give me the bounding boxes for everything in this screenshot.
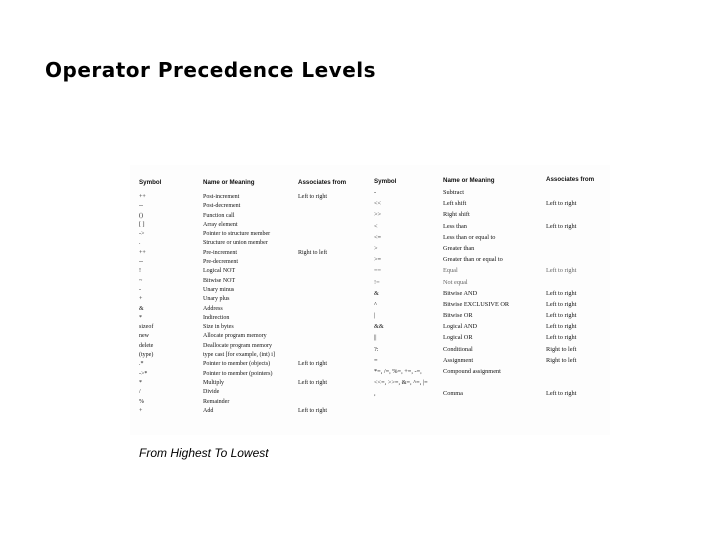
right-assoc-cell: Left to right xyxy=(546,222,577,230)
left-name-cell: Unary minus xyxy=(203,286,235,293)
right-assoc-cell xyxy=(546,232,608,243)
slide-title: Operator Precedence Levels xyxy=(45,58,377,82)
right-symbol-cell: == xyxy=(374,267,382,275)
right-assoc-column xyxy=(546,187,608,400)
left-assoc-cell xyxy=(298,230,362,239)
right-symbol-cell: && xyxy=(374,323,384,331)
right-symbol-cell: << xyxy=(374,200,382,208)
right-symbol-cell: <<=, >>=, &=, ^=, |= xyxy=(374,379,428,387)
left-symbol-header: Symbol xyxy=(139,179,162,186)
left-symbol-cell: delete xyxy=(139,342,154,349)
right-name-cell: Comma xyxy=(443,390,463,398)
right-assoc-cell: Left to right xyxy=(546,312,577,320)
right-symbol-cell: >= xyxy=(374,256,382,264)
left-assoc-header: Associates from xyxy=(298,179,347,186)
right-assoc-cell: Left to right xyxy=(546,334,577,342)
right-name-cell: Compound assignment xyxy=(443,368,501,375)
left-symbol-cell: ++ xyxy=(139,249,146,256)
left-name-cell: Add xyxy=(203,407,214,414)
right-assoc-cell xyxy=(546,187,608,198)
right-name-cell: Bitwise EXCLUSIVE OR xyxy=(443,300,510,308)
left-name-cell: Structure or union member xyxy=(203,240,268,247)
right-symbol-cell: *=, /=, %=, +=, -=, xyxy=(374,368,422,375)
left-name-cell: Pre-decrement xyxy=(203,259,238,266)
right-symbol-cell: || xyxy=(374,334,377,342)
right-assoc-cell xyxy=(546,254,608,265)
left-assoc-cell xyxy=(298,332,362,341)
right-name-cell: Assignment xyxy=(443,356,474,364)
left-symbol-cell: new xyxy=(139,333,149,340)
left-assoc-cell xyxy=(298,342,362,351)
left-symbol-cell: + xyxy=(139,407,143,414)
left-assoc-cell: Left to right xyxy=(298,194,327,200)
right-name-cell: Greater than xyxy=(443,244,475,252)
left-symbol-cell: & xyxy=(139,305,144,312)
right-name-cell: Greater than or equal to xyxy=(443,256,503,264)
left-name-cell: Bitwise NOT xyxy=(203,277,236,284)
left-assoc-cell xyxy=(298,258,362,267)
right-symbol-cell: >> xyxy=(374,211,382,219)
right-symbol-header: Symbol xyxy=(374,178,397,185)
left-symbol-cell: ->* xyxy=(139,370,148,377)
right-symbol-cell: != xyxy=(374,278,380,286)
right-name-cell: Bitwise OR xyxy=(443,312,473,320)
left-name-cell: Post-decrement xyxy=(203,203,241,210)
left-symbol-cell: ! xyxy=(139,268,141,275)
left-assoc-cell: Left to right xyxy=(298,379,327,386)
right-name-cell: Bitwise AND xyxy=(443,289,478,297)
right-name-cell: Not equal xyxy=(443,278,468,286)
left-name-cell: Pre-increment xyxy=(203,249,237,256)
right-name-cell: Subtract xyxy=(443,189,464,196)
right-assoc-cell: Left to right xyxy=(546,390,577,398)
left-symbol-cell: .* xyxy=(139,361,144,368)
right-assoc-cell: Left to right xyxy=(546,200,577,208)
right-assoc-cell xyxy=(546,277,608,288)
right-assoc-header: Associates from xyxy=(546,176,595,183)
right-name-cell: Right shift xyxy=(443,211,470,219)
left-symbol-cell: -> xyxy=(139,231,145,238)
left-assoc-cell xyxy=(298,351,362,360)
left-name-cell: Indirection xyxy=(203,314,230,321)
right-assoc-cell: Left to right xyxy=(546,267,577,275)
right-symbol-cell: , xyxy=(374,390,376,398)
left-assoc-cell xyxy=(298,202,362,211)
left-name-cell: Array element xyxy=(203,221,238,228)
right-symbol-cell: < xyxy=(374,222,378,230)
left-assoc-cell xyxy=(298,277,362,286)
left-name-cell: Size in bytes xyxy=(203,324,234,331)
right-name-cell: Logical AND xyxy=(443,323,478,331)
right-symbol-cell: ^ xyxy=(374,300,377,308)
right-name-cell xyxy=(443,377,545,388)
right-assoc-cell xyxy=(546,366,608,377)
right-name-cell: Less than or equal to xyxy=(443,233,496,241)
left-symbol-cell: ++ xyxy=(139,194,146,200)
left-assoc-cell xyxy=(298,398,362,407)
right-name-cell: Equal xyxy=(443,267,458,275)
left-name-cell: Pointer to structure member xyxy=(203,231,271,238)
left-name-column xyxy=(203,193,297,416)
left-assoc-cell xyxy=(298,370,362,379)
operator-precedence-table-image xyxy=(130,165,610,435)
left-assoc-cell xyxy=(298,295,362,304)
left-name-cell: Address xyxy=(203,305,223,312)
left-symbol-cell: () xyxy=(139,212,143,219)
left-assoc-cell xyxy=(298,388,362,397)
left-name-cell: Divide xyxy=(203,389,220,396)
right-name-cell: Conditional xyxy=(443,345,473,353)
caption: From Highest To Lowest xyxy=(139,446,269,460)
left-assoc-cell xyxy=(298,239,362,248)
right-assoc-cell: Left to right xyxy=(546,289,577,297)
left-name-cell: Multiply xyxy=(203,379,225,386)
left-assoc-cell: Right to left xyxy=(298,249,327,256)
right-symbol-cell: | xyxy=(374,312,376,320)
right-name-cell: Less than xyxy=(443,222,467,230)
right-symbol-column xyxy=(374,187,440,400)
left-name-cell: Post-increment xyxy=(203,194,240,200)
right-assoc-cell xyxy=(546,243,608,254)
left-assoc-cell xyxy=(298,323,362,332)
left-symbol-cell: % xyxy=(139,398,144,405)
left-symbol-cell: * xyxy=(139,314,142,321)
left-name-cell: Pointer to member (pointers) xyxy=(203,370,273,377)
right-symbol-cell: = xyxy=(374,356,378,364)
right-symbol-cell: ?: xyxy=(374,345,379,353)
left-assoc-cell xyxy=(298,314,362,323)
left-name-cell: Unary plus xyxy=(203,296,230,303)
left-assoc-column xyxy=(298,193,362,416)
left-symbol-cell: * xyxy=(139,379,142,386)
left-symbol-cell: / xyxy=(139,389,141,396)
left-symbol-cell: -- xyxy=(139,259,143,266)
left-name-cell: Deallocate program memory xyxy=(203,342,272,349)
left-symbol-cell: [ ] xyxy=(139,221,145,228)
left-name-cell: Logical NOT xyxy=(203,268,236,275)
right-assoc-cell: Left to right xyxy=(546,323,577,331)
right-symbol-cell: & xyxy=(374,289,379,297)
left-symbol-cell: (type) xyxy=(139,352,154,359)
left-assoc-cell xyxy=(298,286,362,295)
right-name-column xyxy=(443,187,545,400)
left-symbol-cell: sizeof xyxy=(139,324,154,331)
right-assoc-cell: Left to right xyxy=(546,300,577,308)
left-name-cell: Allocate program memory xyxy=(203,333,267,340)
left-assoc-cell: Left to right xyxy=(298,361,327,368)
right-assoc-cell xyxy=(546,209,608,220)
right-symbol-cell: > xyxy=(374,244,378,252)
left-symbol-cell: -- xyxy=(139,203,143,210)
left-symbol-cell: ~ xyxy=(139,277,143,284)
right-assoc-cell: Right to left xyxy=(546,356,577,364)
right-name-header: Name or Meaning xyxy=(443,177,495,184)
left-name-header: Name or Meaning xyxy=(203,179,255,186)
right-name-cell: Logical OR xyxy=(443,334,473,342)
left-assoc-cell xyxy=(298,267,362,276)
left-assoc-cell xyxy=(298,221,362,230)
right-symbol-cell: <= xyxy=(374,233,382,241)
left-assoc-cell xyxy=(298,305,362,314)
right-assoc-cell xyxy=(546,377,608,388)
right-name-cell: Left shift xyxy=(443,200,467,208)
left-name-cell: Pointer to member (objects) xyxy=(203,361,271,368)
left-name-cell: Remainder xyxy=(203,398,230,405)
left-assoc-cell: Left to right xyxy=(298,407,327,414)
left-symbol-column xyxy=(139,193,199,416)
left-name-cell: type cast [for example, (int) i] xyxy=(203,352,275,359)
left-symbol-cell: - xyxy=(139,286,141,293)
left-symbol-cell: + xyxy=(139,296,143,303)
left-assoc-cell xyxy=(298,212,362,221)
left-symbol-cell: . xyxy=(139,240,141,247)
left-name-cell: Function call xyxy=(203,212,235,219)
right-assoc-cell: Right to left xyxy=(546,345,577,353)
right-symbol-cell: - xyxy=(374,189,377,196)
